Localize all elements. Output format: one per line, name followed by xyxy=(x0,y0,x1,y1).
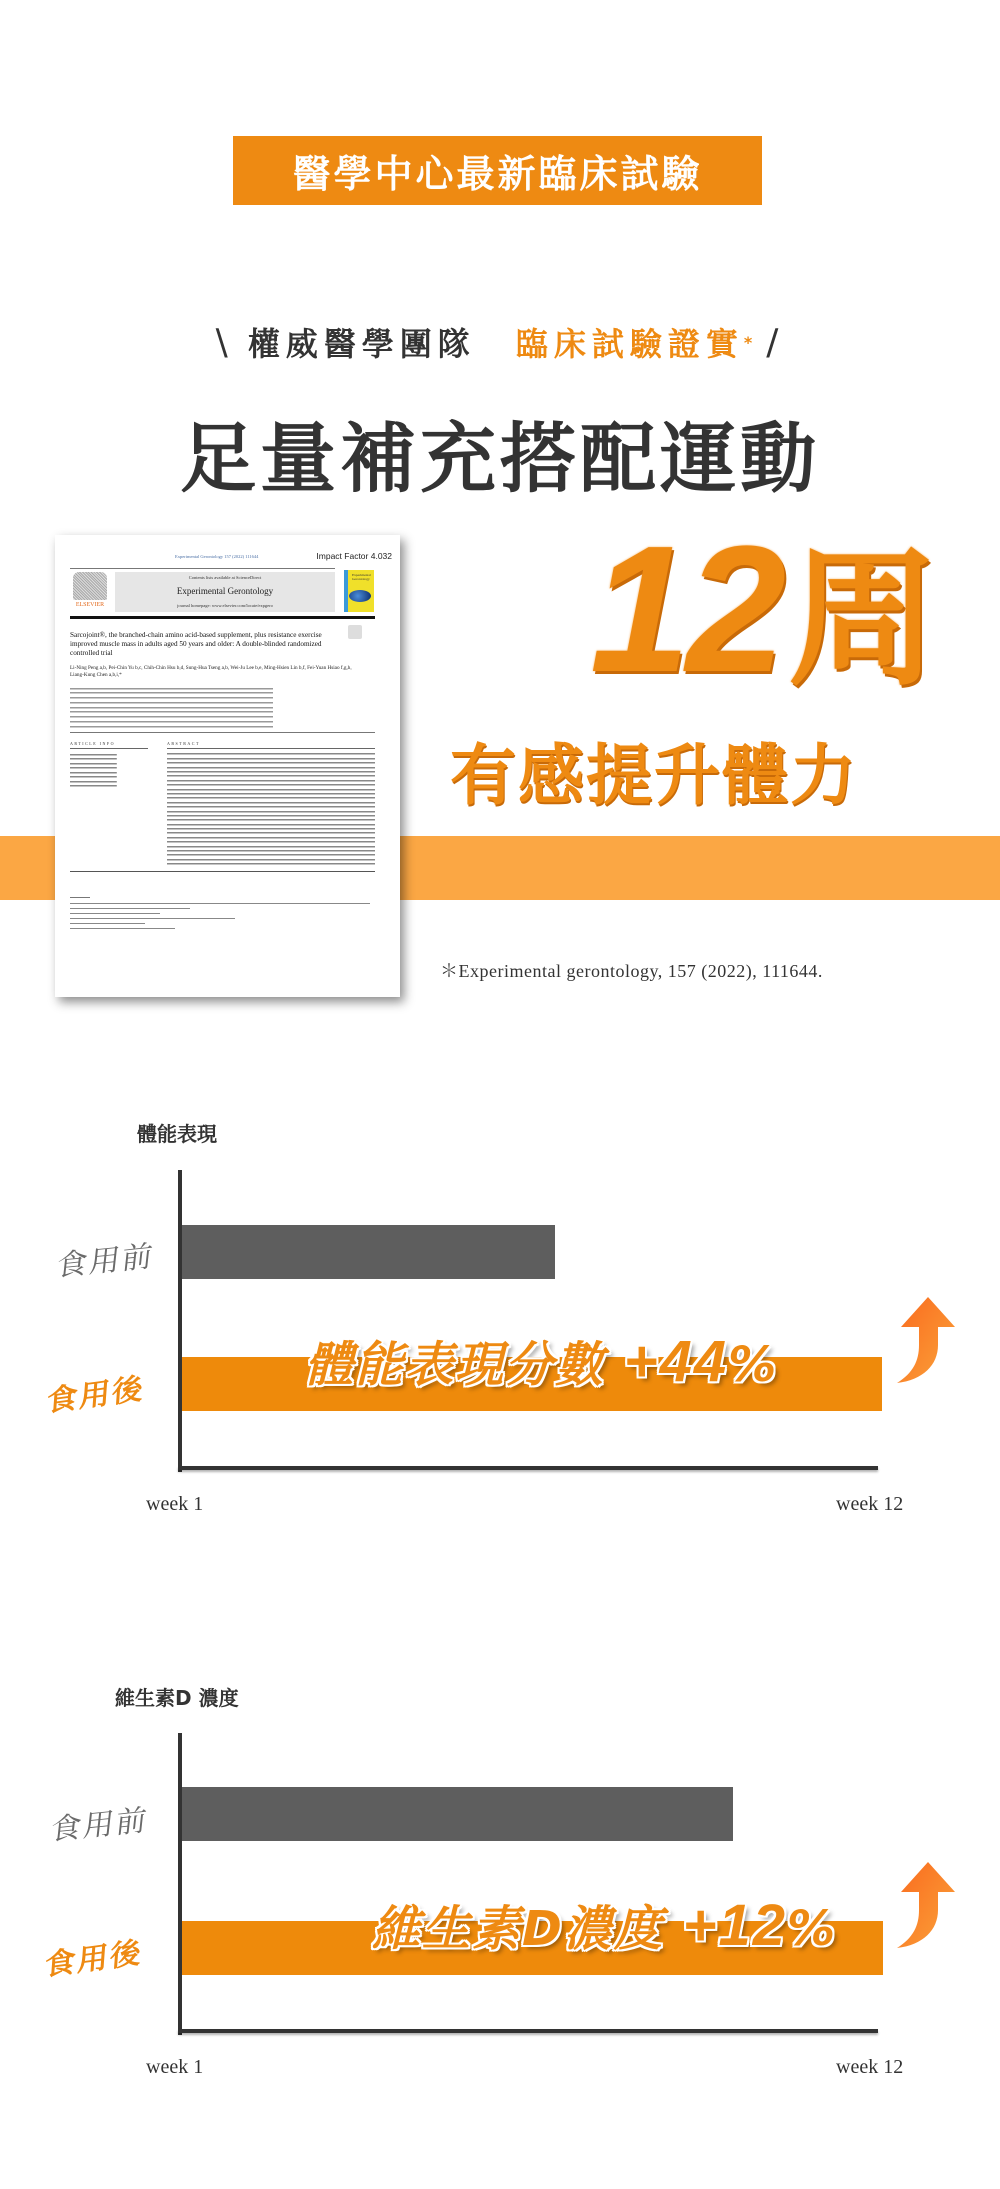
left-slash: \ xyxy=(215,321,234,363)
top-banner xyxy=(233,136,762,205)
cover-title: Experimental Gerontology xyxy=(352,573,371,581)
chart2-y-axis xyxy=(178,1733,182,2035)
asterisk-mark: * xyxy=(743,332,753,352)
cover-image xyxy=(349,590,371,602)
callout-unit: % xyxy=(786,1901,838,1957)
callout-label: 體能表現分數 xyxy=(305,1337,606,1393)
elsevier-logo xyxy=(70,572,110,612)
banner-label: 醫學中心最新臨床試驗 xyxy=(292,152,703,196)
tree-icon xyxy=(73,572,107,600)
article-authors: Li-Ning Peng a,b, Pei-Chin Yu b,c, Chih-Chin Hsu b,d, Sung-Hua Tseng a,b, Wei-Ju Lee b,e, Ming-Hsien Lin b,f, Fei-Yuan Hsiao f,g,h, Liang-Kung Chen a,b,i,* xyxy=(70,665,352,678)
hero-duration xyxy=(590,509,935,710)
callout-unit: % xyxy=(728,1337,779,1393)
chart2-title: 維生素D 濃度 xyxy=(115,1686,239,1710)
hero-unit: 周 xyxy=(788,535,935,703)
journal-cover xyxy=(344,570,374,612)
subtitle-line xyxy=(0,312,1000,372)
chart2-callout xyxy=(372,1890,837,1959)
article-title: Sarcojoint®, the branched-chain amino acid-based supplement, plus resistance exercise improved muscle mass in adults aged 50 years and older: A double-blinded randomized controlled trial xyxy=(70,631,322,657)
chart1-bar-before xyxy=(182,1225,555,1279)
hero-tagline: 有感提升體力 xyxy=(450,737,858,814)
journal-header xyxy=(115,572,335,612)
article-info-heading: ARTICLE INFO xyxy=(70,741,115,746)
keywords xyxy=(70,752,148,788)
divider xyxy=(167,748,375,749)
impact-factor: Impact Factor 4.032 xyxy=(316,551,392,561)
subtitle-dark-text: 權威醫學團隊 xyxy=(247,325,476,363)
divider xyxy=(70,748,148,749)
chart2-tick-end: week 12 xyxy=(836,2056,904,2078)
divider xyxy=(70,897,90,898)
journal-name: Experimental Gerontology xyxy=(176,586,274,596)
chart1-tick-start: week 1 xyxy=(146,1493,204,1515)
up-arrow-icon xyxy=(893,1860,963,1950)
footnotes xyxy=(70,901,370,931)
hero-number: 12 xyxy=(590,509,783,710)
check-for-updates-icon xyxy=(348,625,362,639)
chart1-title: 體能表現 xyxy=(137,1122,217,1146)
chart1-callout xyxy=(305,1326,778,1395)
chart2-tick-start: week 1 xyxy=(146,2056,204,2078)
journal-homepage: journal homepage: www.elsevier.com/locate/expgero xyxy=(177,603,273,608)
chart1-label-after: 食用後 xyxy=(45,1371,146,1420)
chart2-label-after: 食用後 xyxy=(43,1935,144,1984)
chart2-label-before: 食用前 xyxy=(48,1803,151,1848)
citation: ＊Experimental gerontology, 157 (2022), 111644. xyxy=(440,961,823,981)
contents-line: Contents lists available at ScienceDirect xyxy=(188,575,262,580)
journal-ref: Experimental Gerontology 157 (2022) 111644 xyxy=(175,554,259,559)
chart1-x-axis xyxy=(178,1466,878,1470)
divider xyxy=(70,568,335,569)
chart2-bar-before xyxy=(182,1787,733,1841)
callout-value: 44 xyxy=(659,1329,729,1394)
chart2-x-axis xyxy=(178,2029,878,2033)
callout-label: 維生素D濃度 xyxy=(372,1901,664,1957)
up-arrow-icon xyxy=(893,1295,963,1385)
right-slash: / xyxy=(766,321,785,363)
publisher-name: ELSEVIER xyxy=(75,602,105,608)
chart1-tick-end: week 12 xyxy=(836,1493,904,1515)
divider xyxy=(70,871,375,872)
divider-thick xyxy=(70,616,375,619)
chart1-label-before: 食用前 xyxy=(54,1239,157,1284)
abstract-heading: ABSTRACT xyxy=(167,741,200,746)
callout-value: 12 xyxy=(718,1893,787,1958)
headline: 足量補充搭配運動 xyxy=(180,414,820,503)
affiliations xyxy=(70,686,360,729)
paper-thumbnail xyxy=(55,535,400,997)
cover-stripe xyxy=(344,570,348,612)
callout-sign: + xyxy=(623,1329,660,1394)
abstract-body xyxy=(167,752,375,866)
divider xyxy=(70,732,375,733)
chart1-y-axis xyxy=(178,1170,182,1472)
subtitle-orange-text: 臨床試驗證實 xyxy=(515,325,744,363)
callout-sign: + xyxy=(682,1893,719,1958)
